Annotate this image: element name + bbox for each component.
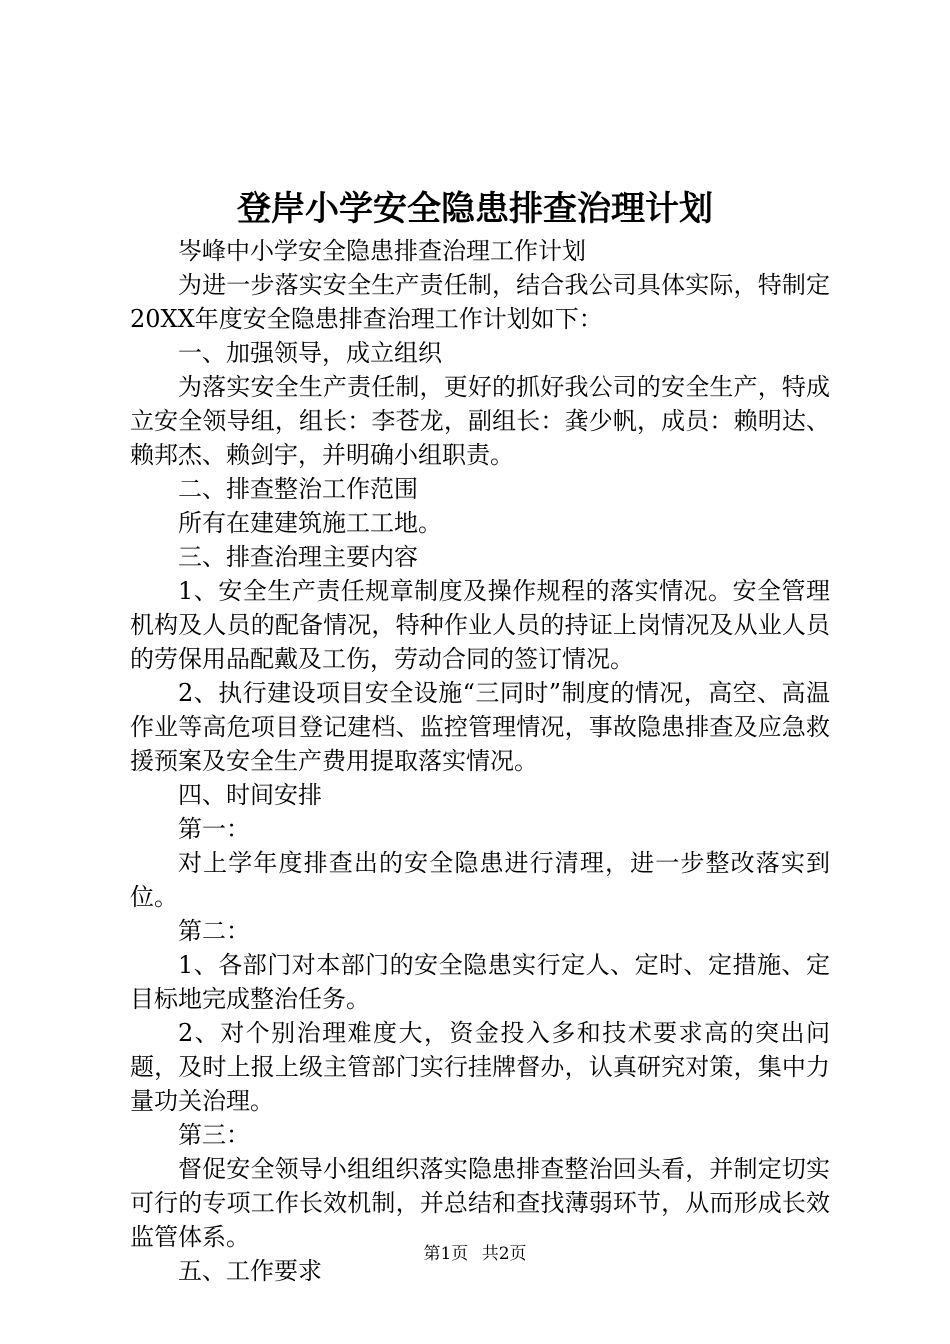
- paragraph: 对上学年度排查出的安全隐患进行清理，进一步整改落实到位。: [130, 849, 830, 911]
- subheading: 第二：: [178, 917, 250, 945]
- paragraph: 2、执行建设项目安全设施“三同时”制度的情况，高空、高温作业等高危项目登记建档、监控管理情况，事故隐患排查及应急救援预案及安全生产费用提取落实情况。: [130, 679, 830, 775]
- paragraph: 1、安全生产责任规章制度及操作规程的落实情况。安全管理机构及人员的配备情况，特种作业人员的持证上岗情况及从业人员的劳保用品配戴及工伤，劳动合同的签订情况。: [130, 577, 830, 673]
- paragraph: 1、各部门对本部门的安全隐患实行定人、定时、定措施、定目标地完成整治任务。: [130, 951, 830, 1013]
- paragraph: 为进一步落实安全生产责任制，结合我公司具体实际，特制定20XX年度安全隐患排查治理工作计划如下：: [130, 271, 830, 333]
- page-footer: [0, 1242, 950, 1266]
- page-total: 共2页: [481, 1244, 527, 1264]
- section-heading: 四、时间安排: [178, 781, 322, 809]
- paragraph: 2、对个别治理难度大，资金投入多和技术要求高的突出问题，及时上报上级主管部门实行挂牌督办，认真研究对策，集中力量功关治理。: [130, 1019, 830, 1115]
- paragraph: 为落实安全生产责任制，更好的抓好我公司的安全生产，特成立安全领导组，组长：李苍龙，副组长：龚少帆，成员：赖明达、赖邦杰、赖剑宇，并明确小组职责。: [130, 373, 830, 469]
- page-number: 第1页: [423, 1244, 469, 1264]
- section-heading: 一、加强领导，成立组织: [178, 339, 442, 367]
- document-body: [130, 234, 830, 1288]
- paragraph: 督促安全领导小组组织落实隐患排查整治回头看，并制定切实可行的专项工作长效机制，并总结和查找薄弱环节，从而形成长效监管体系。: [130, 1155, 830, 1251]
- section-heading: 二、排查整治工作范围: [178, 475, 418, 503]
- section-heading: 三、排查治理主要内容: [178, 543, 418, 571]
- document-title: 登岸小学安全隐患排查治理计划: [237, 189, 713, 229]
- subheading: 第一：: [178, 815, 250, 843]
- subheading: 第三：: [178, 1121, 250, 1149]
- paragraph: 岑峰中小学安全隐患排查治理工作计划: [178, 237, 586, 265]
- section-heading: 五、工作要求: [178, 1257, 322, 1285]
- paragraph: 所有在建建筑施工工地。: [178, 509, 442, 537]
